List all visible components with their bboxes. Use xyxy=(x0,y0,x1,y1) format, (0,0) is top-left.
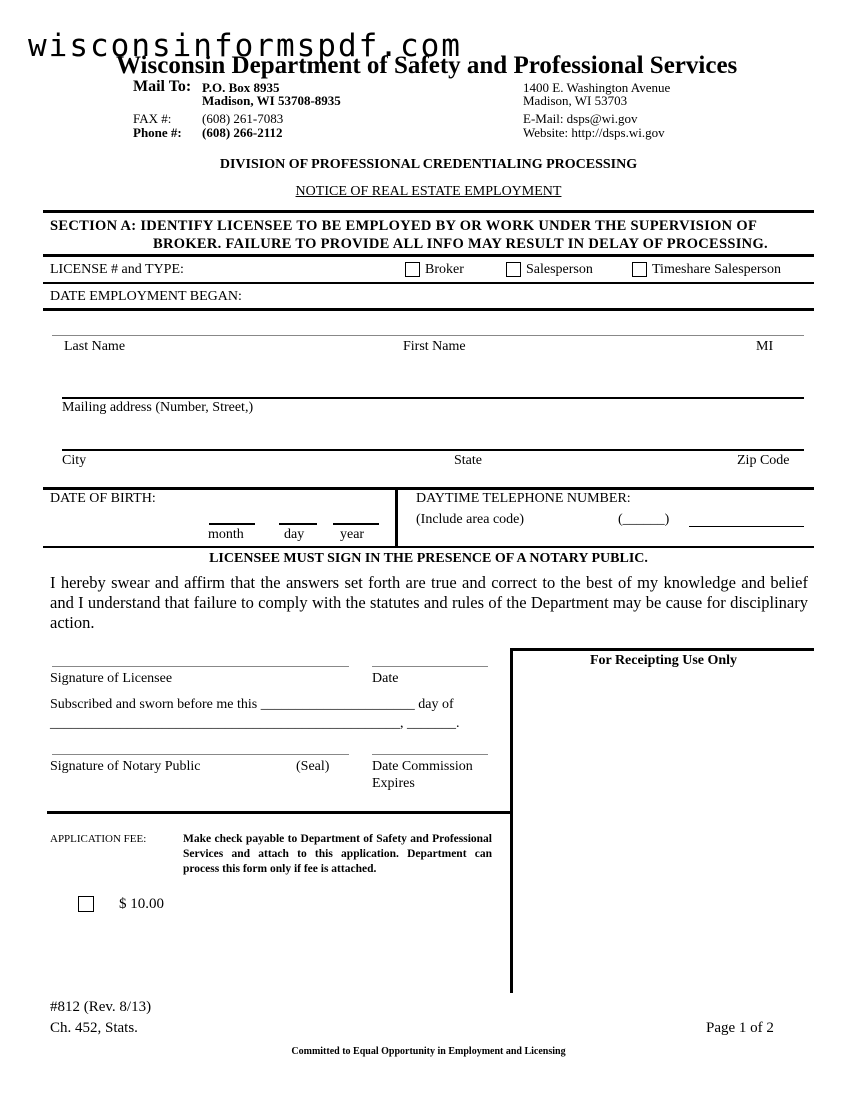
form-number: #812 (Rev. 8/13) xyxy=(50,999,152,1015)
dob-year-line[interactable] xyxy=(333,523,379,525)
form-title: NOTICE OF REAL ESTATE EMPLOYMENT xyxy=(295,184,562,199)
licensee-signature-label: Signature of Licensee xyxy=(50,671,173,686)
seal-label: (Seal) xyxy=(296,759,330,774)
statute: Ch. 452, Stats. xyxy=(50,1020,138,1036)
notary-signature-line[interactable] xyxy=(52,754,349,755)
last-name-label: Last Name xyxy=(64,339,126,354)
street-city: Madison, WI 53703 xyxy=(523,93,628,108)
page-number: Page 1 of 2 xyxy=(706,1020,774,1036)
receipting-label: For Receipting Use Only xyxy=(589,653,738,668)
broker-checkbox[interactable] xyxy=(405,262,420,277)
broker-option-label: Broker xyxy=(425,262,464,277)
day-of-line[interactable]: __________________________________________________, _______. xyxy=(50,716,460,731)
page-title: Wisconsin Department of Safety and Professional Services xyxy=(116,52,738,79)
phone-label: Phone #: xyxy=(133,125,182,140)
section-a-line2: BROKER. FAILURE TO PROVIDE ALL INFO MAY RESULT IN DELAY OF PROCESSING. xyxy=(153,236,768,252)
mail-to-label: Mail To: xyxy=(133,78,192,95)
website: Website: http://dsps.wi.gov xyxy=(523,125,665,140)
mailing-address-line[interactable] xyxy=(62,397,804,399)
oath-paragraph: I hereby swear and affirm that the answers set forth are true and correct to the best of my knowledge and belief and I understand that failure to comply with the statutes and rules of the Department may be cause for disciplinary action. xyxy=(50,573,808,632)
street-address: 1400 E. Washington Avenue xyxy=(523,80,671,95)
name-line[interactable] xyxy=(52,335,804,336)
fee-amount: $ 10.00 xyxy=(119,896,164,912)
po-city: Madison, WI 53708-8935 xyxy=(202,93,341,108)
phone-field-sub: (Include area code) xyxy=(416,512,525,527)
licensee-signature-line[interactable] xyxy=(52,666,349,667)
subscribed-text: Subscribed and sworn before me this ______________________ day of xyxy=(50,697,454,712)
commission-label: Date Commission xyxy=(372,759,473,774)
dob-month-label: month xyxy=(208,527,244,542)
fee-label: APPLICATION FEE: xyxy=(50,833,147,845)
dob-day-line[interactable] xyxy=(279,523,317,525)
first-name-label: First Name xyxy=(403,339,466,354)
fee-note: Make check payable to Department of Safety and Professional Services and attach to this application. Department can process this form only if fee is attached. xyxy=(183,833,492,875)
timeshare-salesperson-checkbox[interactable] xyxy=(632,262,647,277)
commission-date-line[interactable] xyxy=(372,754,488,755)
salesperson-option-label: Salesperson xyxy=(526,262,593,277)
commission-expires-label: Expires xyxy=(372,776,415,791)
fax-number: (608) 261-7083 xyxy=(202,111,284,126)
licensee-date-label: Date xyxy=(372,671,399,686)
notary-heading: LICENSEE MUST SIGN IN THE PRESENCE OF A NOTARY PUBLIC. xyxy=(209,551,648,566)
fee-checkbox[interactable] xyxy=(78,896,94,912)
area-code-field[interactable]: (______) xyxy=(618,512,670,527)
state-label: State xyxy=(454,453,482,468)
division-heading: DIVISION OF PROFESSIONAL CREDENTIALING PROCESSING xyxy=(219,157,638,172)
licensee-date-line[interactable] xyxy=(372,666,488,667)
mi-label: MI xyxy=(756,339,774,354)
timeshare-option-label: Timeshare Salesperson xyxy=(652,262,781,277)
notary-signature-label: Signature of Notary Public xyxy=(50,759,201,774)
section-a-line1: SECTION A: IDENTIFY LICENSEE TO BE EMPLOYED BY OR WORK UNDER THE SUPERVISION OF xyxy=(50,218,758,234)
license-label: LICENSE # and TYPE: xyxy=(50,262,184,277)
dob-day-label: day xyxy=(284,527,305,542)
city-state-zip-line[interactable] xyxy=(62,449,804,451)
dob-year-label: year xyxy=(340,527,365,542)
watermark: wisconsinformspdf.com xyxy=(28,28,462,64)
mailing-address-label: Mailing address (Number, Street,) xyxy=(62,400,254,415)
date-employment-label: DATE EMPLOYMENT BEGAN: xyxy=(50,289,242,304)
dob-label: DATE OF BIRTH: xyxy=(50,491,156,506)
email: E-Mail: dsps@wi.gov xyxy=(523,111,638,126)
phone-number: (608) 266-2112 xyxy=(202,125,283,140)
footer-motto: Committed to Equal Opportunity in Employment and Licensing xyxy=(291,1046,566,1057)
salesperson-checkbox[interactable] xyxy=(506,262,521,277)
zip-label: Zip Code xyxy=(737,453,790,468)
dob-month-line[interactable] xyxy=(209,523,255,525)
phone-field-label: DAYTIME TELEPHONE NUMBER: xyxy=(416,491,631,506)
city-label: City xyxy=(62,453,87,468)
phone-number-line[interactable] xyxy=(689,526,804,527)
po-box: P.O. Box 8935 xyxy=(202,80,280,95)
fax-label: FAX #: xyxy=(133,111,172,126)
